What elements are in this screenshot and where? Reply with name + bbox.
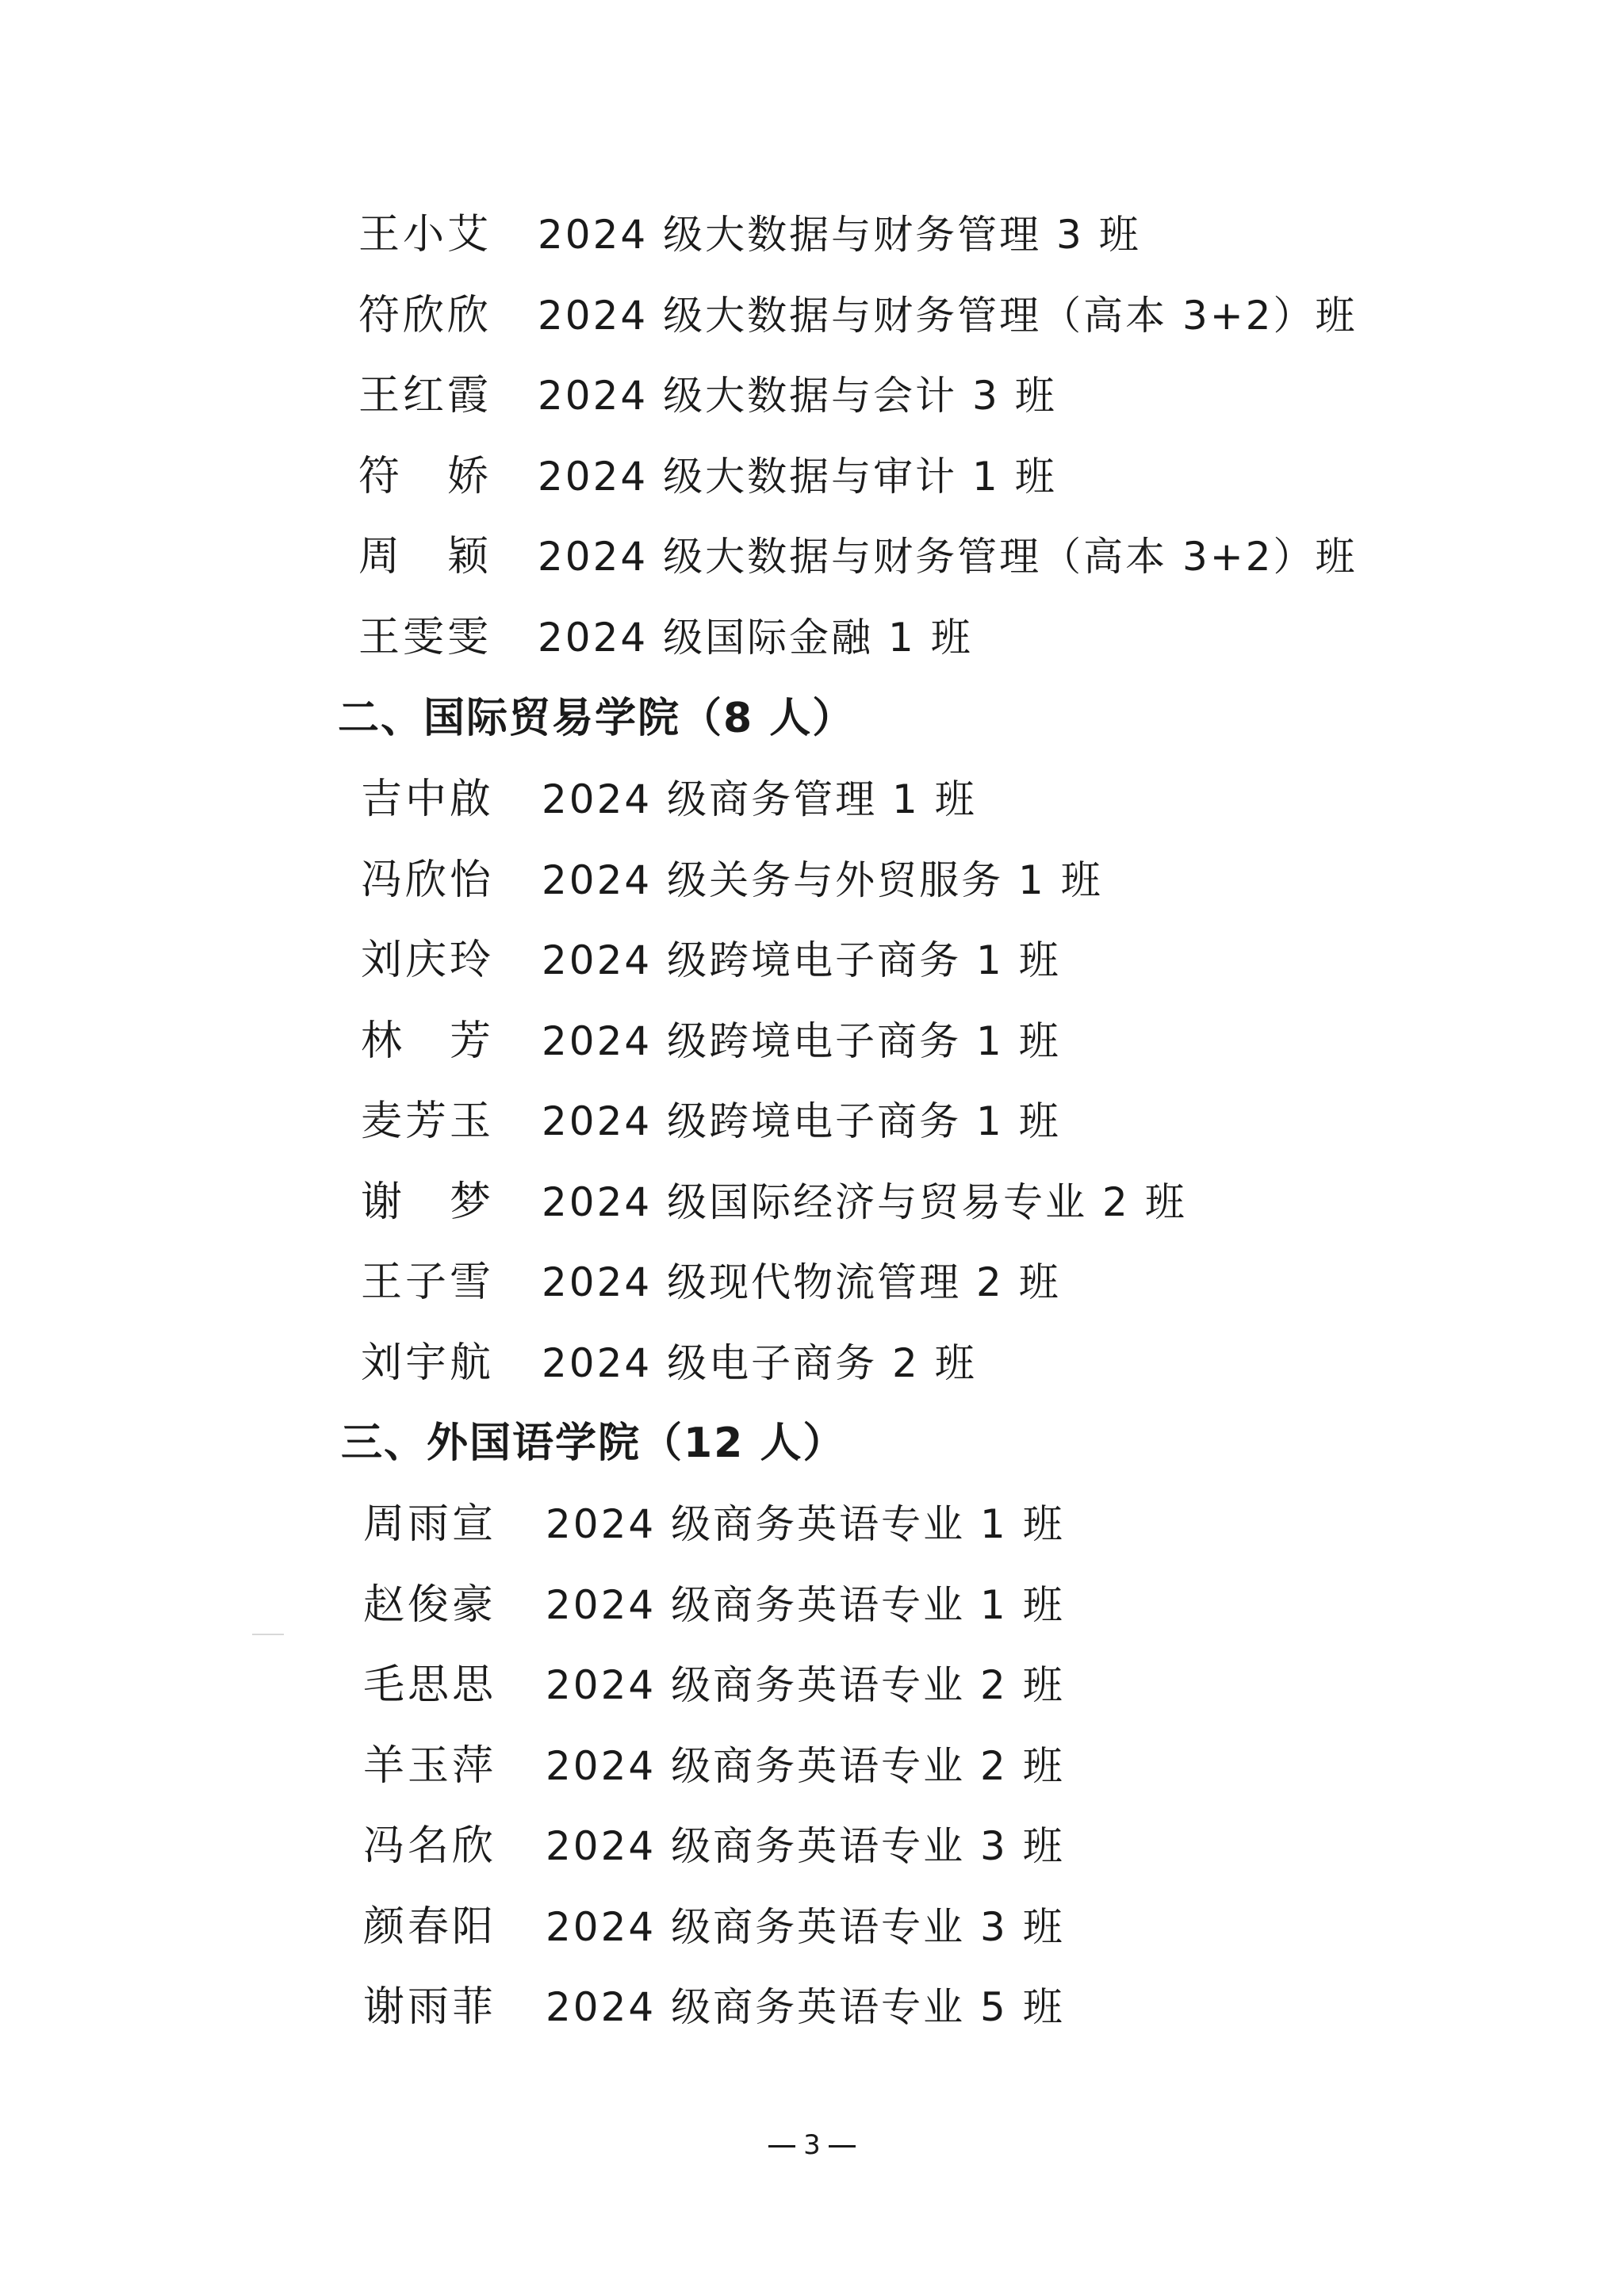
- list-item: [0, 1082, 1624, 1163]
- student-class: 2024 级跨境电子商务 1 班: [542, 937, 1061, 983]
- student-name: 吉中啟: [361, 776, 495, 823]
- student-name: 王子雪: [361, 1259, 495, 1306]
- page-number-dash-left: [768, 2145, 795, 2147]
- page-number-dash-right: [829, 2145, 856, 2147]
- list-item: [0, 1163, 1624, 1243]
- student-class: 2024 级大数据与财务管理（高本 3+2）班: [538, 292, 1358, 339]
- student-class: 2024 级商务英语专业 1 班: [546, 1581, 1065, 1628]
- student-name: 王雯雯: [358, 613, 492, 661]
- student-name: 周 颖: [358, 533, 492, 580]
- list-item: [0, 1806, 1624, 1887]
- list-item: [0, 1887, 1624, 1968]
- section-2-heading: 二、国际贸易学院（8 人）: [338, 695, 856, 742]
- student-name: 刘宇航: [361, 1339, 495, 1387]
- page-number: [0, 2125, 1624, 2165]
- student-class: 2024 级跨境电子商务 1 班: [542, 1098, 1061, 1144]
- student-name: 羊玉萍: [363, 1741, 497, 1790]
- list-item: [0, 1646, 1624, 1726]
- scan-artifact: [252, 1634, 284, 1635]
- student-name: 谢 梦: [361, 1178, 495, 1226]
- section-2-list: [0, 760, 1624, 1404]
- student-class: 2024 级大数据与财务管理 3 班: [538, 212, 1141, 258]
- student-class: 2024 级大数据与财务管理（高本 3+2）班: [538, 534, 1358, 580]
- list-item: [0, 437, 1624, 518]
- student-class: 2024 级现代物流管理 2 班: [542, 1259, 1061, 1305]
- student-class: 2024 级商务英语专业 3 班: [546, 1823, 1065, 1869]
- list-item: [0, 1324, 1624, 1404]
- student-class: 2024 级商务英语专业 1 班: [546, 1501, 1065, 1547]
- section-3-list: [0, 1485, 1624, 2048]
- student-class: 2024 级商务英语专业 5 班: [546, 1984, 1065, 2030]
- student-name: 王红霞: [358, 372, 492, 420]
- student-name: 周雨宣: [363, 1500, 497, 1548]
- list-item: [0, 1002, 1624, 1082]
- student-class: 2024 级国际金融 1 班: [538, 614, 973, 661]
- student-class: 2024 级关务与外贸服务 1 班: [542, 856, 1103, 903]
- list-item: [0, 1726, 1624, 1807]
- section-1-list: [0, 195, 1624, 678]
- student-class: 2024 级商务英语专业 3 班: [546, 1903, 1065, 1950]
- student-name: 颜春阳: [363, 1902, 497, 1951]
- list-item: [0, 760, 1624, 841]
- section-3-heading: 三、外国语学院（12 人）: [341, 1420, 846, 1467]
- student-name: 林 芳: [361, 1017, 495, 1065]
- student-class: 2024 级商务管理 1 班: [542, 776, 977, 822]
- student-name: 毛思思: [363, 1661, 497, 1709]
- list-item: [0, 1967, 1624, 2048]
- student-name: 赵俊豪: [363, 1580, 497, 1629]
- student-class: 2024 级国际经济与贸易专业 2 班: [542, 1178, 1187, 1225]
- page-number-value: 3: [803, 2129, 821, 2161]
- student-name: 符 娇: [358, 452, 492, 500]
- list-item: [0, 598, 1624, 679]
- student-name: 谢雨菲: [363, 1983, 497, 2031]
- list-item: [0, 276, 1624, 357]
- list-item: [0, 1485, 1624, 1565]
- list-item: [0, 1565, 1624, 1646]
- student-name: 刘庆玲: [361, 937, 495, 984]
- list-item: [0, 841, 1624, 921]
- list-item: [0, 517, 1624, 598]
- student-name: 麦芳玉: [361, 1098, 495, 1145]
- student-name: 冯名欣: [363, 1822, 497, 1870]
- student-class: 2024 级大数据与审计 1 班: [538, 453, 1057, 500]
- list-item: [0, 195, 1624, 276]
- student-class: 2024 级电子商务 2 班: [542, 1339, 977, 1386]
- student-class: 2024 级商务英语专业 2 班: [546, 1742, 1065, 1789]
- list-item: [0, 921, 1624, 1002]
- student-name: 冯欣怡: [361, 856, 495, 904]
- student-name: 符欣欣: [358, 291, 492, 339]
- student-class: 2024 级跨境电子商务 1 班: [542, 1017, 1061, 1064]
- list-item: [0, 1243, 1624, 1324]
- student-class: 2024 级大数据与会计 3 班: [538, 373, 1057, 419]
- student-name: 王小艾: [358, 211, 492, 259]
- student-class: 2024 级商务英语专业 2 班: [546, 1662, 1065, 1708]
- list-item: [0, 356, 1624, 437]
